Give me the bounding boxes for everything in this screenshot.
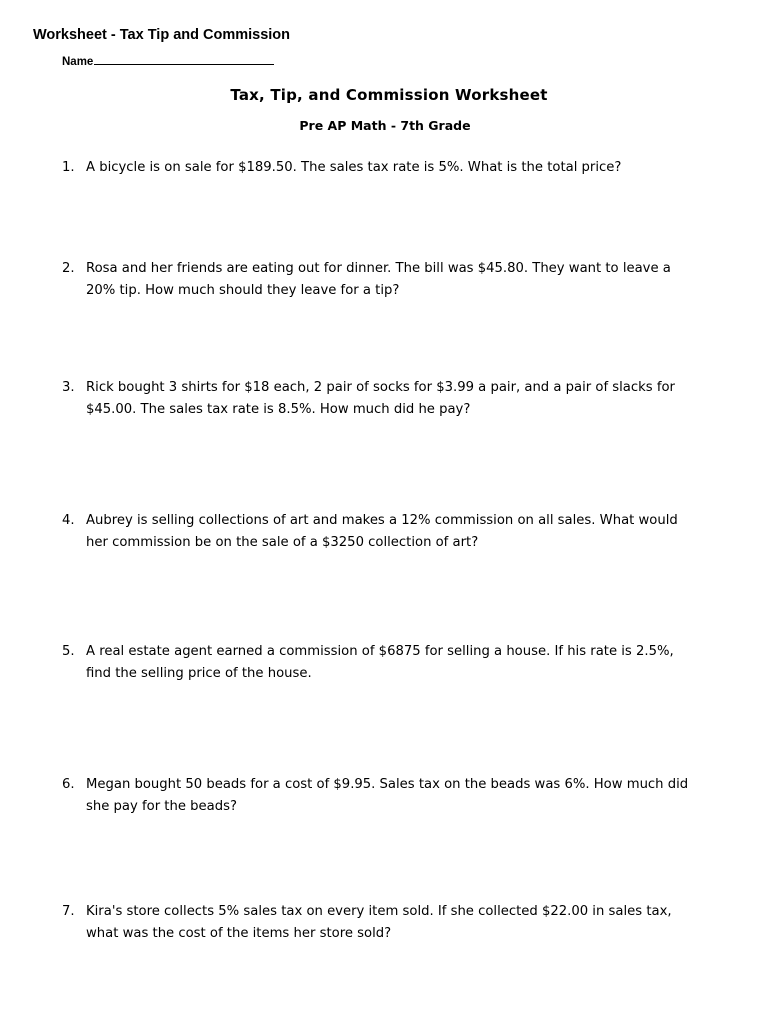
question-7 [62, 901, 702, 944]
worksheet-subtitle: Pre AP Math - 7th Grade [299, 118, 471, 133]
question-text: Rick bought 3 shirts for $18 each, 2 pair of socks for $3.99 a pair, and a pair of slacks for $45.00. The sales tax rate is 8.5%. How much did he pay? [86, 380, 675, 417]
question-number: 2. [62, 261, 75, 276]
question-4 [62, 510, 702, 553]
question-text: A bicycle is on sale for $189.50. The sales tax rate is 5%. What is the total price? [86, 160, 622, 175]
name-field [62, 54, 274, 68]
question-number: 7. [62, 904, 75, 919]
document-title: Worksheet - Tax Tip and Commission [33, 27, 291, 43]
question-3 [62, 377, 702, 420]
question-5 [62, 641, 702, 684]
question-number: 5. [62, 644, 75, 659]
question-number: 3. [62, 380, 75, 395]
question-number: 6. [62, 777, 75, 792]
question-text: Rosa and her friends are eating out for dinner. The bill was $45.80. They want to leave a 20% tip. How much should they leave for a tip? [86, 261, 671, 298]
question-text: A real estate agent earned a commission of $6875 for selling a house. If his rate is 2.5%, find the selling price of the house. [86, 644, 674, 681]
question-text: Megan bought 50 beads for a cost of $9.95. Sales tax on the beads was 6%. How much did she pay for the beads? [86, 777, 689, 814]
question-2 [62, 258, 702, 301]
question-number: 1. [62, 160, 75, 175]
name-blank-line [94, 54, 274, 65]
question-1 [62, 157, 702, 179]
question-6 [62, 774, 702, 817]
question-text: Aubrey is selling collections of art and makes a 12% commission on all sales. What would her commission be on the sale of a $3250 collection of art? [86, 513, 678, 550]
question-number: 4. [62, 513, 75, 528]
name-label: Name [62, 56, 94, 68]
question-text: Kira's store collects 5% sales tax on every item sold. If she collected $22.00 in sales tax, what was the cost of the items her store sold? [86, 904, 672, 941]
worksheet-title: Tax, Tip, and Commission Worksheet [230, 86, 548, 104]
